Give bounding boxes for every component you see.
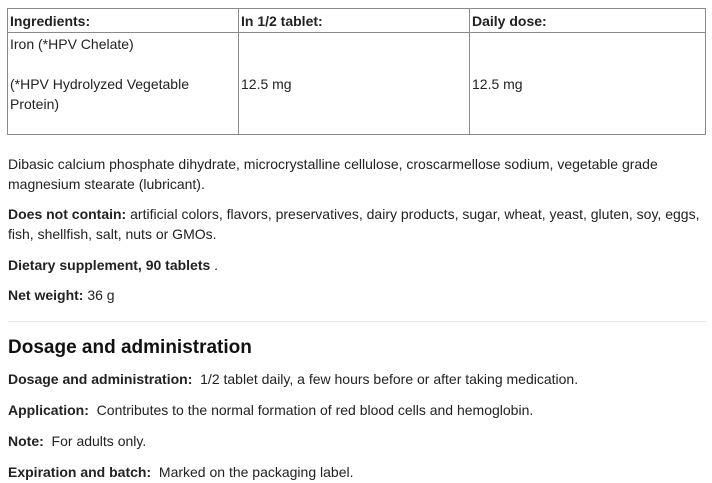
section-divider <box>8 321 706 322</box>
dietary-supplement <box>8 255 708 275</box>
dosage-label: Dosage and administration: <box>8 371 193 387</box>
table-row <box>8 33 706 135</box>
section-title: Dosage and administration <box>8 337 252 358</box>
dosage-text: 1/2 tablet daily, a few hours before or after taking medication. <box>192 371 579 387</box>
note-text: For adults only. <box>43 433 147 449</box>
net-weight <box>8 285 708 305</box>
dosage-line <box>8 369 708 389</box>
does-not-contain-text: artificial colors, flavors, preservatives, dairy products, sugar, wheat, yeast, gluten, soy, eggs, fish, shellfish, salt, nuts or GMOs. <box>8 206 700 242</box>
note-label: Note: <box>8 433 44 449</box>
excipients-text: Dibasic calcium phosphate dihydrate, microcrystalline cellulose, croscarmellose sodium, vegetable grade magnesium stearate (lubricant). <box>8 156 658 192</box>
ingredients-table <box>7 8 706 135</box>
expiration-line <box>8 462 708 482</box>
does-not-contain-label: Does not contain: <box>8 206 127 222</box>
net-weight-label: Net weight: <box>8 287 84 303</box>
header-ingredients: Ingredients: <box>8 9 239 33</box>
ingredient-name: Iron (*HPV Chelate) <box>10 36 134 52</box>
application-line <box>8 400 708 420</box>
expiration-text: Marked on the packaging label. <box>151 464 354 480</box>
ingredient-note: (*HPV Hydrolyzed Vegetable Protein) <box>10 76 189 112</box>
header-half-tablet: In 1/2 tablet: <box>239 9 470 33</box>
application-text: Contributes to the normal formation of red blood cells and hemoglobin. <box>88 402 534 418</box>
net-weight-value: 36 g <box>83 287 115 303</box>
cell-ingredient <box>8 33 239 135</box>
header-daily-dose: Daily dose: <box>470 9 706 33</box>
note-line <box>8 431 708 451</box>
dietary-supplement-label: Dietary supplement, 90 tablets <box>8 257 211 273</box>
cell-daily-dose: 12.5 mg <box>470 33 706 135</box>
does-not-contain <box>8 204 708 244</box>
table-header-row <box>8 9 706 33</box>
expiration-label: Expiration and batch: <box>8 464 152 480</box>
cell-half-tablet: 12.5 mg <box>239 33 470 135</box>
dietary-supplement-text: . <box>210 257 219 273</box>
application-label: Application: <box>8 402 89 418</box>
